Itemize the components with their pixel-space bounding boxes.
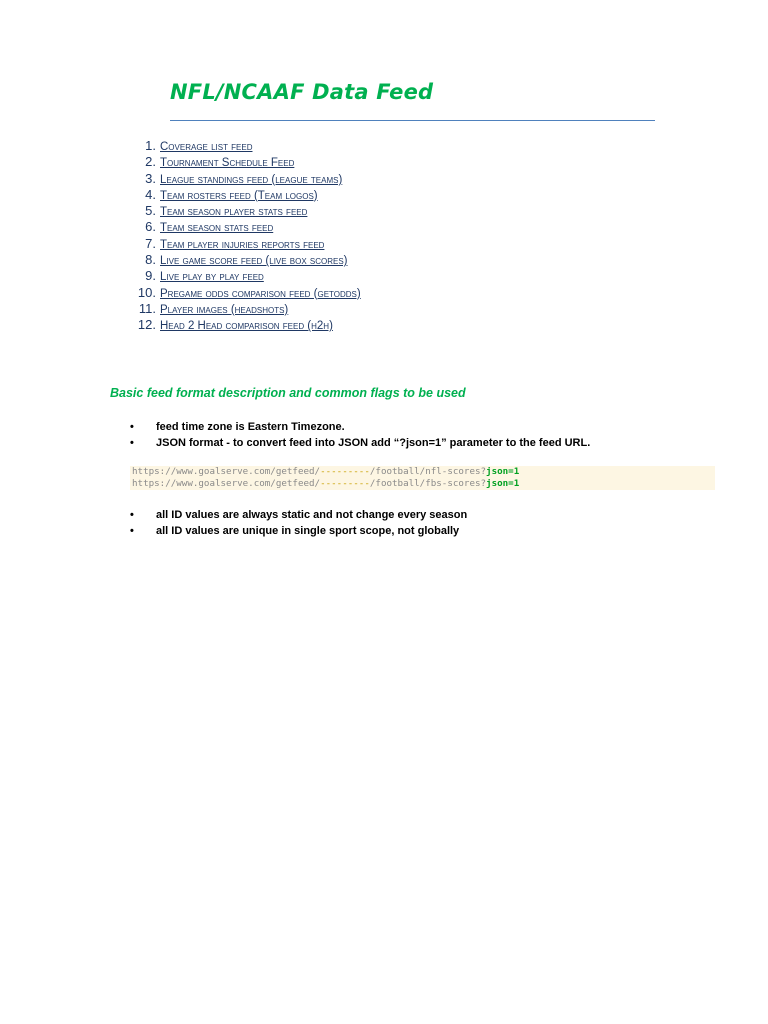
list-item <box>130 301 361 317</box>
bullet-item <box>130 435 590 451</box>
bullet-marker: • <box>130 421 134 433</box>
bullet-list-bottom <box>130 507 467 539</box>
bullet-item <box>130 523 467 539</box>
title-divider <box>170 120 655 121</box>
list-number: 9. <box>145 268 156 284</box>
url-path: /football/fbs-scores? <box>369 477 487 489</box>
list-number: 5. <box>145 203 156 219</box>
code-line-fbs <box>130 478 715 490</box>
feed-link-injuries-reports[interactable]: Team player injuries reports feed <box>160 238 325 251</box>
section-heading: Basic feed format description and common flags to be used <box>110 386 466 400</box>
list-number: 3. <box>145 170 156 186</box>
list-number: 6. <box>145 219 156 235</box>
list-item <box>130 236 361 252</box>
url-path: /football/nfl-scores? <box>369 466 487 477</box>
list-item <box>130 252 361 268</box>
bullet-text: JSON format - to convert feed into JSON add “?json=1” parameter to the feed URL. <box>156 437 591 449</box>
list-item <box>130 154 361 170</box>
page-title: NFL/NCAAF Data Feed <box>170 80 434 104</box>
bullet-text: all ID values are always static and not change every season <box>156 509 468 521</box>
feed-link-team-season-player-stats[interactable]: Team season player stats feed <box>160 206 308 219</box>
bullet-marker: • <box>130 525 134 537</box>
bullet-item <box>130 419 590 435</box>
list-item <box>130 285 361 301</box>
url-placeholder: --------- <box>320 466 370 477</box>
feed-link-team-season-stats[interactable]: Team season stats feed <box>160 222 274 235</box>
list-number: 8. <box>145 252 156 268</box>
list-number: 1. <box>145 138 156 153</box>
code-block <box>130 466 715 490</box>
feed-link-live-game-score[interactable]: Live game score feed (live box scores) <box>160 255 348 268</box>
feed-link-tournament-schedule[interactable]: Tournament Schedule Feed <box>160 157 295 170</box>
feed-list <box>130 138 361 334</box>
bullet-text: all ID values are unique in single sport scope, not globally <box>156 525 460 537</box>
bullet-marker: • <box>130 437 134 449</box>
feed-link-pregame-odds[interactable]: Pregame odds comparison feed (getodds) <box>160 287 361 300</box>
code-line-nfl <box>130 466 715 478</box>
bullet-list-top <box>130 419 590 451</box>
list-number: 4. <box>145 186 156 202</box>
list-number: 2. <box>145 154 156 170</box>
feed-link-league-standings[interactable]: League standings feed (league teams) <box>160 173 343 186</box>
bullet-marker: • <box>130 509 134 521</box>
url-base: https://www.goalserve.com/getfeed/ <box>132 477 321 489</box>
feed-link-coverage-list[interactable]: Coverage list feed <box>160 141 253 153</box>
list-item <box>130 187 361 203</box>
list-number: 12. <box>137 317 156 333</box>
list-item <box>130 138 361 154</box>
feed-link-player-images[interactable]: Player images (headshots) <box>160 303 289 316</box>
list-item <box>130 268 361 284</box>
list-item <box>130 171 361 187</box>
feed-link-live-play-by-play[interactable]: Live play by play feed <box>160 271 264 284</box>
list-item <box>130 203 361 219</box>
list-item <box>130 317 361 333</box>
url-placeholder: --------- <box>320 477 370 489</box>
feed-link-head-2-head[interactable]: Head 2 Head comparison feed (h2h) <box>160 320 333 333</box>
list-number: 10. <box>137 284 156 300</box>
list-number: 7. <box>145 235 156 251</box>
url-param: json=1 <box>486 477 520 489</box>
feed-link-team-rosters[interactable]: Team rosters feed (Team logos) <box>160 189 318 202</box>
list-number: 11. <box>138 300 156 316</box>
url-base: https://www.goalserve.com/getfeed/ <box>132 466 321 477</box>
list-item <box>130 219 361 235</box>
bullet-item <box>130 507 467 523</box>
bullet-text: feed time zone is Eastern Timezone. <box>156 421 345 433</box>
url-param: json=1 <box>486 466 520 477</box>
